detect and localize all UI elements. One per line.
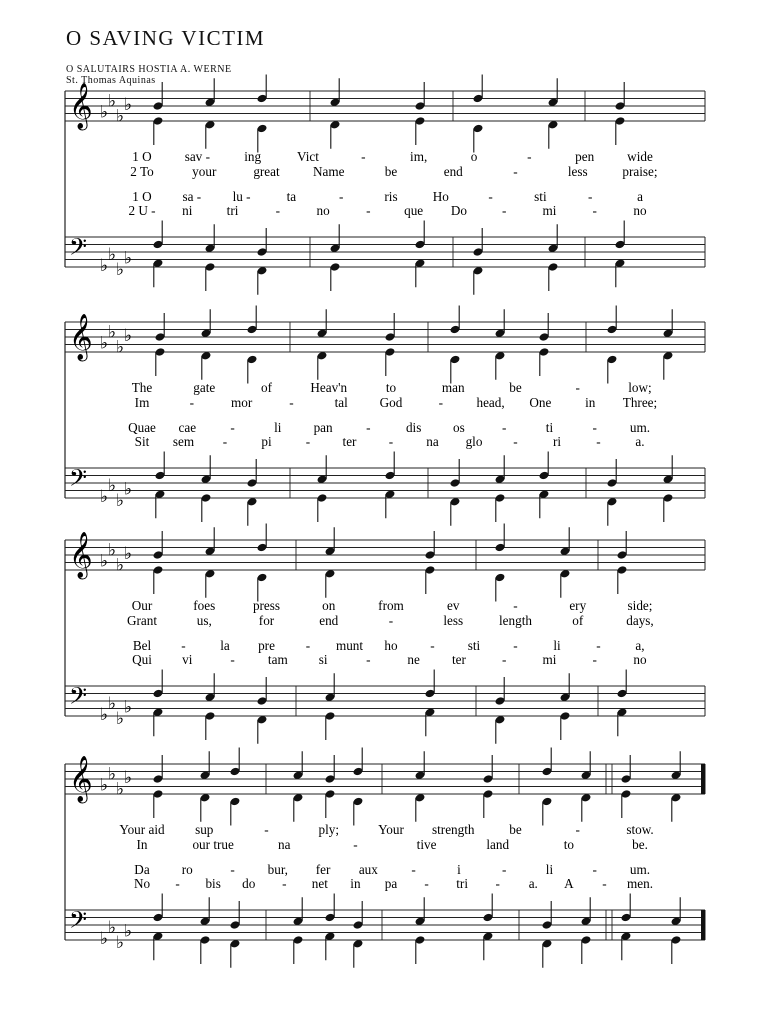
lyric-syllable: -	[592, 862, 597, 877]
lyric-syllable: -	[575, 822, 580, 837]
lyric-syllable: fer	[315, 862, 331, 877]
lyric-syllable: strength	[432, 822, 475, 837]
treble-clef-icon: 𝄞	[69, 532, 93, 577]
lyric-syllable: your	[192, 164, 217, 179]
lyric-syllable: -	[513, 434, 518, 449]
lyric-syllable: no	[633, 203, 647, 218]
text-author: St. Thomas Aquinas	[66, 75, 156, 86]
lyric-syllable: -	[275, 203, 281, 218]
lyric-syllable: be	[509, 822, 522, 837]
lyric-syllable: -	[366, 652, 371, 667]
lyric-syllable: praise;	[622, 164, 658, 179]
flat-icon: ♭	[124, 326, 133, 345]
flat-icon: ♭	[124, 479, 133, 499]
treble-clef-icon: 𝄞	[69, 756, 93, 801]
lyric-syllable: net	[311, 876, 328, 891]
lyric-syllable: na	[278, 837, 291, 852]
lyric-syllable: a	[637, 189, 643, 204]
final-barline	[701, 910, 705, 940]
lyric-syllable: Qui	[132, 652, 152, 667]
lyric-syllable: -	[527, 149, 532, 164]
flat-icon: ♭	[100, 705, 109, 724]
lyric-syllable: -	[596, 434, 601, 449]
lyric-syllable: foes	[193, 598, 216, 613]
lyric-syllable: 2 U -	[128, 203, 156, 218]
lyric-syllable: -	[592, 420, 597, 435]
lyric-syllable: sav -	[184, 149, 210, 164]
lyric-syllable: um.	[629, 862, 651, 877]
lyric-syllable: li	[545, 862, 554, 877]
bass-clef-icon: 𝄢	[69, 466, 88, 497]
lyric-syllable: Sit	[134, 434, 150, 449]
lyric-syllable: ho	[384, 638, 398, 653]
lyric-syllable: li	[553, 638, 561, 653]
lyric-syllable: from	[378, 598, 404, 613]
lyric-syllable: ro	[181, 862, 193, 877]
lyric-syllable: less	[567, 164, 588, 179]
lyric-syllable: a.	[635, 434, 645, 449]
lyric-syllable: press	[252, 598, 281, 613]
flat-icon: ♭	[100, 775, 109, 795]
lyric-syllable: ev	[447, 598, 460, 613]
lyric-syllable: -	[575, 380, 580, 395]
flat-icon: ♭	[108, 540, 117, 560]
flat-icon: ♭	[108, 91, 117, 111]
lyric-syllable: -	[513, 598, 518, 613]
lyric-syllable: land	[486, 837, 510, 852]
flat-icon: ♭	[116, 337, 125, 357]
lyric-syllable: sup	[195, 822, 214, 837]
lyric-syllable: -	[501, 420, 507, 435]
lyric-syllable: im,	[410, 149, 428, 164]
lyric-syllable: Da	[134, 862, 150, 877]
bass-clef-icon: 𝄢	[69, 235, 88, 266]
lyric-syllable: Your	[378, 822, 404, 837]
lyric-syllable: munt	[335, 638, 364, 653]
lyric-syllable: ri	[552, 434, 562, 449]
lyric-syllable: -	[388, 613, 394, 628]
tune-source: O SALUTAIRS HOSTIA A. WERNE	[66, 64, 232, 75]
lyric-syllable: -	[501, 203, 507, 218]
flat-icon: ♭	[124, 544, 133, 563]
flat-icon: ♭	[108, 764, 117, 784]
lyric-syllable: pre	[258, 638, 275, 653]
lyric-syllable: -	[282, 876, 287, 891]
lyric-syllable: us,	[196, 613, 212, 628]
lyric-syllable: Ho	[432, 189, 449, 204]
flat-icon: ♭	[108, 917, 117, 937]
lyric-syllable: -	[513, 638, 518, 653]
treble-clef-icon: 𝄞	[69, 314, 93, 359]
lyric-syllable: to	[385, 380, 397, 395]
lyric-syllable: bis	[205, 876, 221, 891]
flat-icon: ♭	[100, 256, 109, 275]
lyric-syllable: Three;	[622, 395, 658, 410]
lyric-syllable: ter	[342, 434, 357, 449]
lyric-syllable: li	[274, 420, 282, 435]
system-4	[65, 748, 705, 968]
lyric-syllable: -	[592, 203, 597, 218]
lyric-syllable: One	[529, 395, 552, 410]
lyric-syllable: gate	[193, 380, 216, 395]
lyric-syllable: glo	[465, 434, 483, 449]
lyric-syllable: aux	[358, 862, 378, 877]
lyric-syllable: be	[384, 164, 398, 179]
lyric-syllable: sem	[172, 434, 195, 449]
lyric-syllable: -	[305, 434, 311, 449]
lyric-syllable: tal	[334, 395, 348, 410]
page-title: O SAVING VICTIM	[66, 26, 266, 50]
lyric-syllable: -	[366, 203, 371, 218]
lyric-syllable: our true	[192, 837, 234, 852]
lyric-syllable: days,	[626, 613, 654, 628]
lyric-syllable: stow.	[626, 822, 654, 837]
lyric-syllable: pi	[261, 434, 272, 449]
lyric-syllable: pan	[313, 420, 333, 435]
lyric-syllable: -	[430, 638, 435, 653]
lyric-syllable: a,	[635, 638, 645, 653]
lyric-syllable: sti	[534, 189, 547, 204]
lyric-syllable: ply;	[318, 822, 340, 837]
lyric-syllable: be.	[632, 837, 648, 852]
lyric-syllable: ta	[286, 189, 297, 204]
lyric-syllable: um.	[629, 420, 651, 435]
lyric-syllable: in	[350, 876, 361, 891]
lyric-syllable: cae	[178, 420, 197, 435]
lyric-syllable: Quae	[128, 420, 156, 435]
lyric-syllable: pen	[575, 149, 595, 164]
lyric-syllable: less	[443, 613, 464, 628]
lyric-syllable: for	[258, 613, 275, 628]
lyric-syllable: pa	[384, 876, 398, 891]
lyric-syllable: -	[305, 638, 311, 653]
lyric-syllable: ne	[407, 652, 420, 667]
lyric-syllable: No	[133, 876, 151, 891]
lyric-syllable: os	[453, 420, 465, 435]
lyric-syllable: no	[316, 203, 330, 218]
bass-clef-icon: 𝄢	[69, 684, 88, 715]
lyric-syllable: end	[443, 164, 463, 179]
flat-icon: ♭	[108, 475, 117, 495]
lyric-syllable: end	[319, 613, 339, 628]
system-1	[65, 75, 705, 295]
flat-icon: ♭	[124, 921, 133, 941]
lyric-syllable: bur,	[267, 862, 288, 877]
lyric-syllable: -	[501, 862, 507, 877]
lyric-syllable: sa -	[182, 189, 202, 204]
system-2	[65, 306, 705, 526]
lyric-syllable: of	[572, 613, 584, 628]
lyric-syllable: God	[379, 395, 403, 410]
flat-icon: ♭	[116, 555, 125, 575]
flat-icon: ♭	[116, 932, 125, 952]
lyric-syllable: on	[322, 598, 336, 613]
flat-icon: ♭	[108, 322, 117, 342]
lyric-syllable: i	[457, 862, 461, 877]
lyric-syllable: -	[424, 876, 429, 891]
lyric-syllable: 1 O	[132, 189, 152, 204]
lyric-syllable: Heav'n	[310, 380, 348, 395]
lyric-syllable: Vict	[297, 149, 319, 164]
lyric-syllable: -	[513, 164, 518, 179]
flat-icon: ♭	[108, 244, 117, 264]
flat-icon: ♭	[124, 95, 133, 114]
flat-icon: ♭	[116, 490, 125, 510]
lyric-syllable: vi	[182, 652, 193, 667]
lyric-syllable: -	[587, 189, 593, 204]
system-3	[65, 524, 705, 744]
lyric-syllable: -	[495, 876, 500, 891]
lyric-syllable: A	[564, 876, 574, 891]
lyric-syllable: -	[592, 652, 597, 667]
lyric-syllable: ing	[244, 149, 262, 164]
lyric-syllable: tam	[267, 652, 288, 667]
lyric-syllable: low;	[628, 380, 652, 395]
lyric-syllable: lu -	[232, 189, 251, 204]
lyric-syllable: tive	[416, 837, 437, 852]
lyric-syllable: -	[596, 638, 601, 653]
lyric-syllable: Name	[313, 164, 345, 179]
lyric-syllable: -	[230, 652, 235, 667]
lyric-syllable: sti	[467, 638, 481, 653]
flat-icon: ♭	[100, 929, 109, 948]
lyric-syllable: -	[361, 149, 366, 164]
bass-clef-icon: 𝄢	[69, 908, 88, 939]
lyric-syllable: Grant	[126, 613, 158, 628]
lyric-syllable: mi	[542, 203, 557, 218]
lyric-syllable: -	[338, 189, 344, 204]
lyric-syllable: no	[633, 652, 647, 667]
lyric-syllable: ti	[545, 420, 554, 435]
lyric-syllable: dis	[405, 420, 422, 435]
flat-icon: ♭	[108, 693, 117, 713]
lyric-syllable: ter	[451, 652, 466, 667]
flat-icon: ♭	[100, 551, 109, 571]
lyric-syllable: be	[509, 380, 522, 395]
lyric-syllable: of	[261, 380, 272, 395]
lyric-syllable: 2 To	[130, 164, 154, 179]
lyric-syllable: length	[499, 613, 532, 628]
lyric-syllable: to	[563, 837, 574, 852]
lyric-syllable: men.	[626, 876, 654, 891]
flat-icon: ♭	[100, 333, 109, 353]
lyric-syllable: -	[264, 822, 269, 837]
lyric-syllable: -	[501, 652, 507, 667]
lyric-syllable: 1 O	[132, 149, 152, 164]
lyric-syllable: ris	[384, 189, 398, 204]
lyric-syllable: great	[253, 164, 280, 179]
lyric-syllable: a.	[528, 876, 538, 891]
flat-icon: ♭	[116, 779, 125, 799]
lyric-syllable: -	[353, 837, 358, 852]
lyric-syllable: mi	[542, 652, 557, 667]
lyric-syllable: do	[242, 876, 256, 891]
lyric-syllable: wide	[627, 149, 653, 164]
lyric-syllable: Im	[134, 395, 150, 410]
flat-icon: ♭	[116, 708, 125, 728]
lyric-syllable: -	[181, 638, 186, 653]
lyric-syllable: -	[438, 395, 444, 410]
lyric-syllable: na	[426, 434, 439, 449]
treble-clef-icon: 𝄞	[69, 83, 93, 128]
lyric-syllable: The	[131, 380, 153, 395]
lyric-syllable: side;	[627, 598, 653, 613]
lyric-syllable: head,	[476, 395, 505, 410]
lyric-syllable: que	[404, 203, 424, 218]
lyric-syllable: Do	[450, 203, 467, 218]
lyric-syllable: -	[222, 434, 228, 449]
lyric-syllable: si	[318, 652, 328, 667]
lyric-syllable: tri	[226, 203, 239, 218]
flat-icon: ♭	[100, 102, 109, 122]
lyric-syllable: -	[388, 434, 394, 449]
flat-icon: ♭	[124, 697, 133, 717]
lyric-syllable: -	[230, 420, 235, 435]
lyric-syllable: -	[488, 189, 493, 204]
lyric-syllable: o	[470, 149, 478, 164]
lyric-syllable: mor	[230, 395, 253, 410]
lyric-syllable: Your aid	[119, 822, 165, 837]
lyric-syllable: -	[189, 395, 195, 410]
lyric-syllable: -	[602, 876, 607, 891]
lyric-syllable: -	[411, 862, 416, 877]
lyric-syllable: -	[366, 420, 371, 435]
lyric-syllable: In	[136, 837, 148, 852]
lyric-syllable: -	[289, 395, 294, 410]
lyric-syllable: -	[230, 862, 235, 877]
lyric-syllable: Bel	[132, 638, 152, 653]
flat-icon: ♭	[116, 259, 125, 279]
lyric-syllable: tri	[456, 876, 469, 891]
flat-icon: ♭	[124, 248, 133, 268]
lyric-syllable: la	[220, 638, 230, 653]
lyric-syllable: ery	[569, 598, 587, 613]
lyric-syllable: -	[175, 876, 180, 891]
flat-icon: ♭	[100, 487, 109, 506]
final-barline	[701, 764, 705, 794]
lyric-syllable: ni	[182, 203, 193, 218]
flat-icon: ♭	[124, 768, 133, 787]
flat-icon: ♭	[116, 106, 125, 126]
lyric-syllable: Our	[131, 598, 153, 613]
lyric-syllable: man	[441, 380, 465, 395]
lyric-syllable: in	[585, 395, 596, 410]
